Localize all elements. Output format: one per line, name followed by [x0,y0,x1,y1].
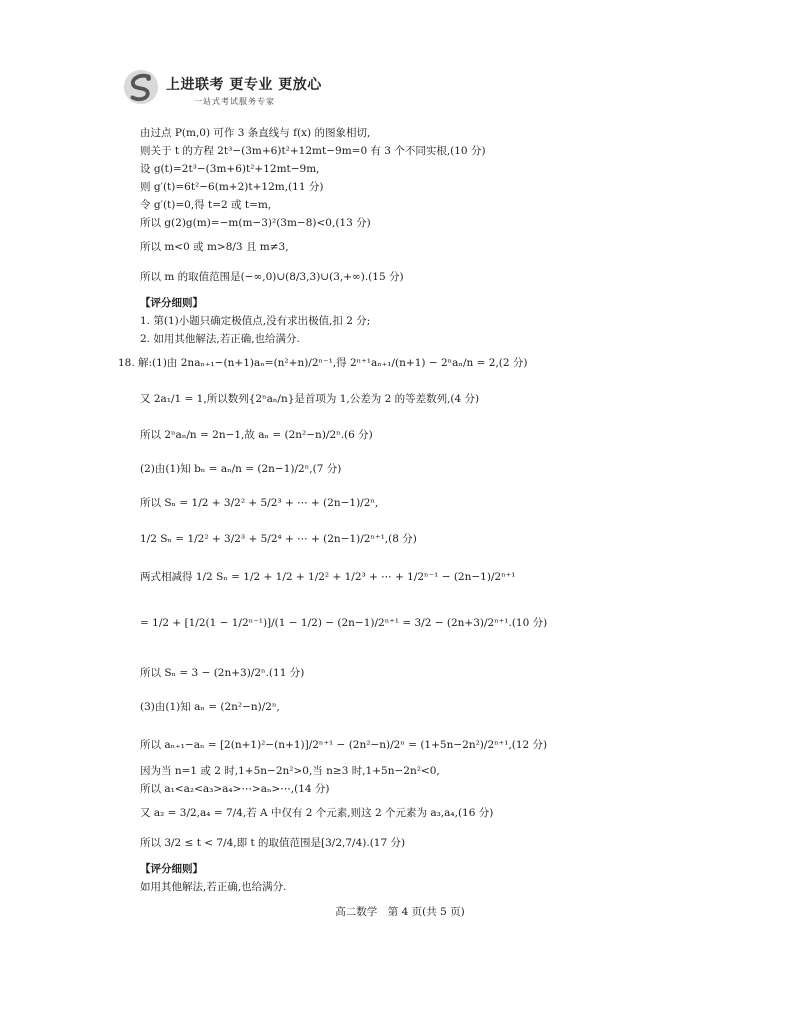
text-line: 所以 a₁<a₂<a₃>a₄>⋯>aₙ>⋯,(14 分) [140,783,330,795]
text-line: 所以 Sₙ = 3 − (2n+3)/2ⁿ.(11 分) [140,667,305,679]
text-line: 解:(1)由 2naₙ₊₁−(n+1)aₙ=(n²+n)/2ⁿ⁻¹,得 2ⁿ⁺¹aₙ₊₁/(n+1) − 2ⁿaₙ/n = 2,(2 分) [138,357,528,369]
brand-name: 上进联考 更专业 更放心 [166,77,322,93]
text-line: 所以 3/2 ≤ t < 7/4,即 t 的取值范围是[3/2,7/4).(17 分) [140,837,406,849]
text-line: 所以 aₙ₊₁−aₙ = [2(n+1)²−(n+1)]/2ⁿ⁺¹ − (2n²−n)/2ⁿ = (1+5n−2n²)/2ⁿ⁺¹,(12 分) [140,739,548,751]
question-number: 18. [118,357,135,369]
text-line: 则 g′(t)=6t²−6(m+2)t+12m,(11 分) [140,181,324,193]
text-line: 则关于 t 的方程 2t³−(3m+6)t²+12mt−9m=0 有 3 个不同实根,(10 分) [140,145,486,157]
text-line: (2)由(1)知 bₙ = aₙ/n = (2n−1)/2ⁿ,(7 分) [140,463,342,475]
text-line: 设 g(t)=2t³−(3m+6)t²+12mt−9m, [140,163,320,175]
text-line: 又 a₂ = 3/2,a₄ = 7/4,若 A 中仅有 2 个元素,则这 2 个元素为 a₃,a₄,(16 分) [140,807,494,819]
page-footer: 高二数学 第 4 页(共 5 页) [335,906,465,918]
text-line: 所以 m 的取值范围是(−∞,0)∪(8/3,3)∪(3,+∞).(15 分) [140,271,404,283]
text-line: 两式相减得 1/2 Sₙ = 1/2 + 1/2 + 1/2² + 1/2³ + ⋯ + 1/2ⁿ⁻¹ − (2n−1)/2ⁿ⁺¹ [140,571,516,583]
text-line: 令 g′(t)=0,得 t=2 或 t=m, [140,199,272,211]
text-line: 2. 如用其他解法,若正确,也给满分. [140,333,300,345]
text-line: 所以 2ⁿaₙ/n = 2n−1,故 aₙ = (2n²−n)/2ⁿ.(6 分) [140,429,373,441]
section-heading: 【评分细则】 [140,863,203,875]
section-heading: 【评分细则】 [140,297,203,309]
text-line: 所以 g(2)g(m)=−m(m−3)²(3m−8)<0,(13 分) [140,217,371,229]
text-line: 所以 m<0 或 m>8/3 且 m≠3, [140,241,289,253]
text-line: 由过点 P(m,0) 可作 3 条直线与 f(x) 的图象相切, [140,127,371,139]
text-line: 所以 Sₙ = 1/2 + 3/2² + 5/2³ + ⋯ + (2n−1)/2ⁿ, [140,497,379,509]
brand-tagline: 一站式考试服务专家 [194,97,275,106]
text-line: 1/2 Sₙ = 1/2² + 3/2³ + 5/2⁴ + ⋯ + (2n−1)/2ⁿ⁺¹,(8 分) [140,533,417,545]
logo-icon [122,68,160,106]
text-line: 如用其他解法,若正确,也给满分. [140,881,287,893]
text-line: = 1/2 + [1/2(1 − 1/2ⁿ⁻¹)]/(1 − 1/2) − (2n−1)/2ⁿ⁺¹ = 3/2 − (2n+3)/2ⁿ⁺¹.(10 分) [140,617,548,629]
header [122,66,422,116]
text-line: 又 2a₁/1 = 1,所以数列{2ⁿaₙ/n}是首项为 1,公差为 2 的等差数列,(4 分) [140,393,480,405]
text-line: 因为当 n=1 或 2 时,1+5n−2n²>0,当 n≥3 时,1+5n−2n²<0, [140,765,440,777]
text-line: 1. 第(1)小题只确定极值点,没有求出极值,扣 2 分; [140,315,371,327]
text-line: (3)由(1)知 aₙ = (2n²−n)/2ⁿ, [140,701,280,713]
